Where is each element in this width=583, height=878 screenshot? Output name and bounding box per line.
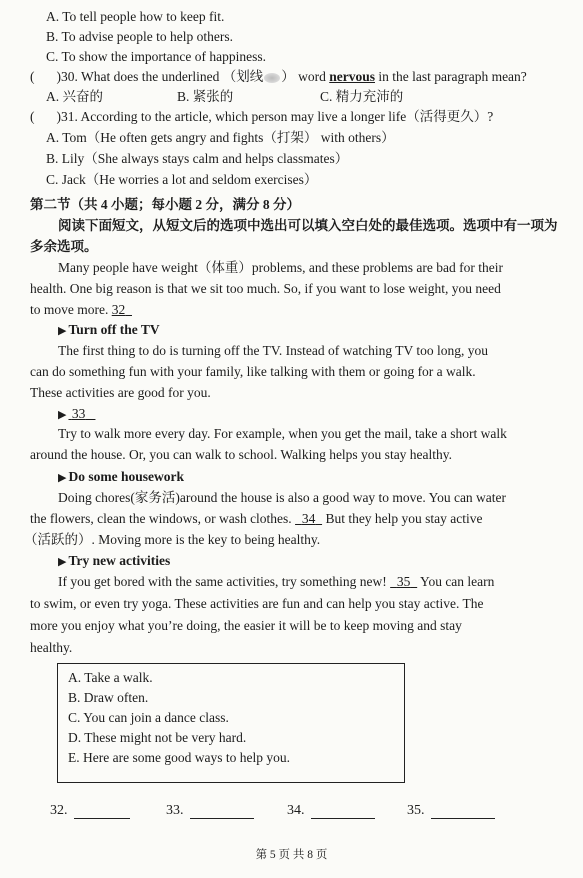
- passage-p2-line3: These activities are good for you.: [30, 385, 211, 400]
- q30-stem-a: )30. What does the underlined （划线: [56, 69, 264, 84]
- section-heading: 第二节（共 4 小题；每小题 2 分，满分 8 分）: [30, 197, 300, 212]
- passage-p5-line1a: If you get bored with the same activities, try something new!: [58, 574, 387, 589]
- answer-33-label: 33.: [166, 803, 184, 818]
- answer-32-label: 32.: [50, 803, 68, 818]
- passage-p4-line2b: But they help you stay active: [325, 511, 483, 526]
- answer-33: [166, 803, 254, 819]
- q30-paren: (: [30, 69, 35, 84]
- triangle-bullet-icon: ▶: [58, 325, 67, 337]
- q31-option-c: C. Jack（He worries a lot and seldom exercises）: [46, 172, 318, 187]
- page-footer: 第 5 页 共 8 页: [255, 849, 328, 861]
- heading-blank-33: [58, 405, 95, 424]
- blank-35: 35: [396, 574, 411, 589]
- passage-p4-line3: （活跃的）. Moving more is the key to being healthy.: [24, 532, 321, 547]
- option-c: C. You can join a dance class.: [68, 710, 229, 725]
- passage-p4-line2a: the flowers, clean the windows, or wash clothes.: [30, 511, 292, 526]
- answer-33-blank[interactable]: [190, 804, 254, 819]
- blank-32: 32: [111, 302, 126, 317]
- passage-p3-line2: around the house. Or, you can walk to school. Walking helps you stay healthy.: [30, 447, 453, 462]
- triangle-bullet-icon: ▶: [58, 556, 67, 568]
- section-instructions-2: 多余选项。: [30, 239, 98, 254]
- triangle-bullet-icon: ▶: [58, 472, 67, 484]
- heading-turn-off-tv: [58, 321, 160, 340]
- q30-stem-b: ） word: [281, 69, 326, 84]
- options-box: [57, 663, 405, 783]
- answer-32-blank[interactable]: [74, 804, 130, 819]
- passage-p5-line1: [58, 573, 494, 591]
- option-a: A. Take a walk.: [68, 670, 153, 685]
- option-b: B. Draw often.: [68, 690, 149, 705]
- q30-option-b: B. 紧张的: [177, 89, 234, 104]
- q29-option-a: A. To tell people how to keep fit.: [46, 9, 225, 24]
- q29-option-c: C. To show the importance of happiness.: [46, 49, 267, 64]
- heading-new-activities-text: Try new activities: [68, 553, 171, 568]
- q31-stem: [30, 108, 493, 126]
- passage-p3-line1: Try to walk more every day. For example, when you get the mail, take a short walk: [58, 426, 507, 441]
- answer-35-blank[interactable]: [431, 804, 495, 819]
- q30-stem: [30, 68, 527, 86]
- option-d: D. These might not be very hard.: [68, 730, 247, 745]
- passage-p1-line1: Many people have weight（体重）problems, and these problems are bad for their: [58, 260, 503, 275]
- answer-34-blank[interactable]: [311, 804, 375, 819]
- heading-housework-text: Do some housework: [68, 469, 184, 484]
- passage-p5-line3: more you enjoy what you’re doing, the easier it will be to keep moving and stay: [30, 618, 462, 633]
- triangle-bullet-icon: ▶: [58, 409, 67, 421]
- q31-option-a: A. Tom（He often gets angry and fights（打架） with others）: [46, 130, 395, 145]
- passage-p5-line4: healthy.: [30, 640, 73, 655]
- blank-34: 34: [301, 511, 316, 526]
- blank-33: 33: [71, 406, 86, 421]
- heading-new-activities: [58, 552, 170, 571]
- q30-stem-c: in the last paragraph mean?: [378, 69, 527, 84]
- passage-p1-line3: [30, 301, 132, 319]
- q31-option-b: B. Lily（She always stays calm and helps classmates）: [46, 151, 349, 166]
- answer-35-label: 35.: [407, 803, 425, 818]
- passage-p2-line1: The first thing to do is turning off the TV. Instead of watching TV too long, you: [58, 343, 488, 358]
- answer-35: [407, 803, 495, 819]
- answer-34: [287, 803, 375, 819]
- q31-stem-text: )31. According to the article, which person may live a longer life（活得更久）?: [56, 109, 494, 124]
- q31-paren: (: [30, 109, 35, 124]
- answer-34-label: 34.: [287, 803, 305, 818]
- q29-option-b: B. To advise people to help others.: [46, 29, 234, 44]
- q30-option-c: C. 精力充沛的: [320, 89, 404, 104]
- passage-p4-line2: [30, 510, 483, 528]
- passage-p4-line1: Doing chores(家务活)around the house is also a good way to move. You can water: [58, 490, 507, 505]
- heading-turn-off-tv-text: Turn off the TV: [68, 322, 160, 337]
- q30-keyword: nervous: [329, 69, 375, 84]
- passage-p5-line2: to swim, or even try yoga. These activities are fun and can help you stay active. The: [30, 596, 484, 611]
- heading-housework: [58, 468, 184, 487]
- q30-option-a: A. 兴奋的: [46, 89, 103, 104]
- section-instructions-1: 阅读下面短文，从短文后的选项中选出可以填入空白处的最佳选项。选项中有一项为: [58, 218, 558, 233]
- passage-p2-line2: can do something fun with your family, like talking with them or going for a walk.: [30, 364, 476, 379]
- answer-32: [50, 803, 130, 819]
- underline-mark-icon: [264, 73, 280, 83]
- passage-p1-line2: health. One big reason is that we sit too much. So, if you want to lose weight, you need: [30, 281, 501, 296]
- option-e: E. Here are some good ways to help you.: [68, 750, 290, 765]
- passage-p1-line3-text: to move more.: [30, 302, 109, 317]
- passage-p5-line1b: You can learn: [420, 574, 495, 589]
